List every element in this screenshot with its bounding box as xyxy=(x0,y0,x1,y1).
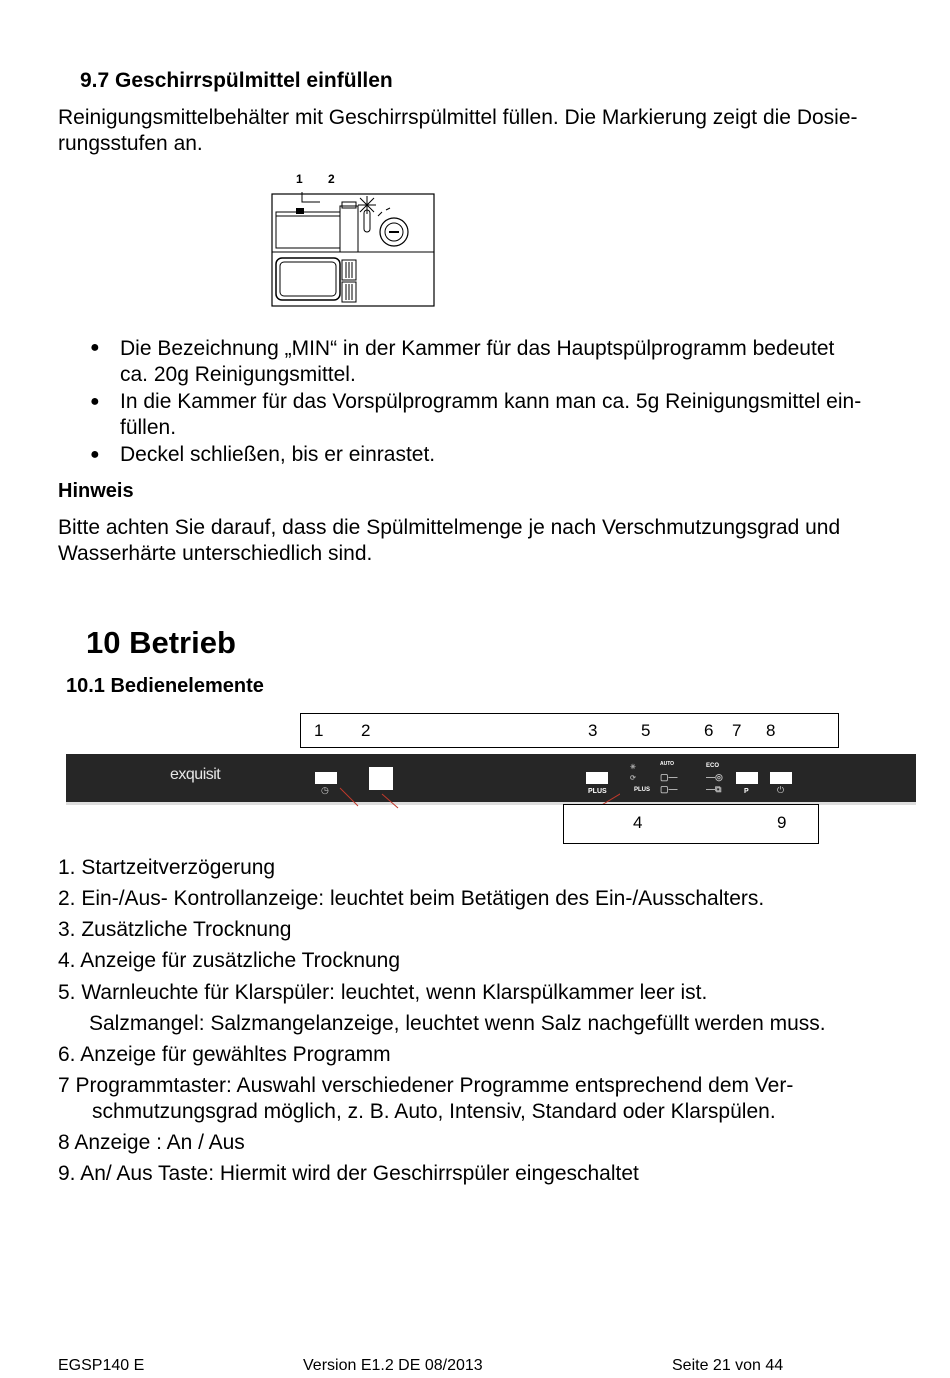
bullet-1-line2: ca. 20g Reinigungsmittel. xyxy=(120,363,356,386)
intro-text-line1: Reinigungsmittelbehälter mit Geschirrspülmittel füllen. Die Markierung zeigt die Dosie- xyxy=(58,106,858,129)
note-line2: Wasserhärte unterschiedlich sind. xyxy=(58,542,373,565)
footer-model: EGSP140 E xyxy=(58,1357,145,1374)
legend-item-2: 2. Ein-/Aus- Kontrollanzeige: leuchtet beim Betätigen des Ein-/Ausschalters. xyxy=(58,887,765,910)
legend-item-8: 8 Anzeige : An / Aus xyxy=(58,1131,245,1154)
legend-item-9: 9. An/ Aus Taste: Hiermit wird der Geschirrspüler eingeschaltet xyxy=(58,1162,639,1185)
program-icon-standard: ▢— xyxy=(660,784,678,794)
bullet-item-1 xyxy=(120,336,920,388)
bullet-item-3: Deckel schließen, bis er einrastet. xyxy=(120,443,436,466)
section-heading-10-1: 10.1 Bedienelemente xyxy=(66,675,264,697)
section-heading-10: 10 Betrieb xyxy=(86,625,236,660)
bullet-1-line1: Die Bezeichnung „MIN“ in der Kammer für das Hauptspülprogramm bedeutet xyxy=(120,337,835,360)
note-heading: Hinweis xyxy=(58,480,134,502)
legend-item-5-salt: Salzmangel: Salzmangelanzeige, leuchtet wenn Salz nachgefüllt werden muss. xyxy=(89,1012,826,1035)
figure-label-1: 1 xyxy=(296,172,303,186)
legend-item-7: 7 Programmtaster: Auswahl verschiedener Programme entsprechend dem Ver- xyxy=(58,1074,794,1097)
clock-icon: ◷ xyxy=(321,785,329,795)
detergent-dispenser-illustration xyxy=(268,172,438,312)
callout-1: 1 xyxy=(314,721,324,740)
section-heading-9-7: 9.7 Geschirrspülmittel einfüllen xyxy=(80,69,393,92)
callout-7: 7 xyxy=(732,721,742,740)
footer-version: Version E1.2 DE 08/2013 xyxy=(303,1357,483,1374)
on-off-button[interactable] xyxy=(770,772,792,784)
program-icon-intensive: ▢— xyxy=(660,772,678,782)
callout-5: 5 xyxy=(641,721,651,740)
legend-item-6: 6. Anzeige für gewähltes Programm xyxy=(58,1043,391,1066)
program-p-label: P xyxy=(744,788,749,795)
bullet-2-line1: In die Kammer für das Vorspülprogramm kann man ca. 5g Reinigungsmittel ein- xyxy=(120,390,862,413)
callout-8: 8 xyxy=(766,721,776,740)
callout-4: 4 xyxy=(633,813,643,832)
callout-9: 9 xyxy=(777,813,787,832)
note-line1: Bitte achten Sie darauf, dass die Spülmittelmenge je nach Verschmutzungsgrad und xyxy=(58,516,841,539)
legend-item-4: 4. Anzeige für zusätzliche Trocknung xyxy=(58,949,401,972)
intro-text-line2: rungsstufen an. xyxy=(58,132,203,155)
footer-page-number: Seite 21 von 44 xyxy=(672,1357,784,1374)
legend-item-3: 3. Zusätzliche Trocknung xyxy=(58,918,292,941)
callout-6: 6 xyxy=(704,721,714,740)
bullet-2-line2: füllen. xyxy=(120,416,177,439)
bullet-icon: ● xyxy=(90,393,100,410)
program-icon-rinse: —⧉ xyxy=(706,784,722,794)
callout-3: 3 xyxy=(588,721,598,740)
bullet-item-2 xyxy=(120,389,920,441)
rinse-aid-warning-icon: ✳ xyxy=(630,764,636,771)
program-icon-quick: —◎ xyxy=(706,772,723,782)
brand-logo: exquisit xyxy=(170,766,221,783)
top-callout-box xyxy=(300,713,839,748)
program-button[interactable] xyxy=(736,772,758,784)
program-label-eco: ECO xyxy=(706,763,720,769)
plus-label: PLUS xyxy=(588,788,607,795)
program-label-auto: AUTO xyxy=(660,761,675,767)
salt-warning-icon: ⟳ xyxy=(630,775,636,782)
bullet-icon: ● xyxy=(90,339,100,356)
legend-item-7-cont: schmutzungsgrad möglich, z. B. Auto, Intensiv, Standard oder Klarspülen. xyxy=(92,1100,776,1123)
callout-2: 2 xyxy=(361,721,371,740)
plus-indicator-label: PLUS xyxy=(634,787,651,793)
bullet-icon: ● xyxy=(90,446,100,463)
power-icon: ⏻ xyxy=(777,785,785,795)
legend-item-1: 1. Startzeitverzögerung xyxy=(58,856,276,879)
figure-label-2: 2 xyxy=(328,172,335,186)
legend-item-5: 5. Warnleuchte für Klarspüler: leuchtet, wenn Klarspülkammer leer ist. xyxy=(58,981,708,1004)
